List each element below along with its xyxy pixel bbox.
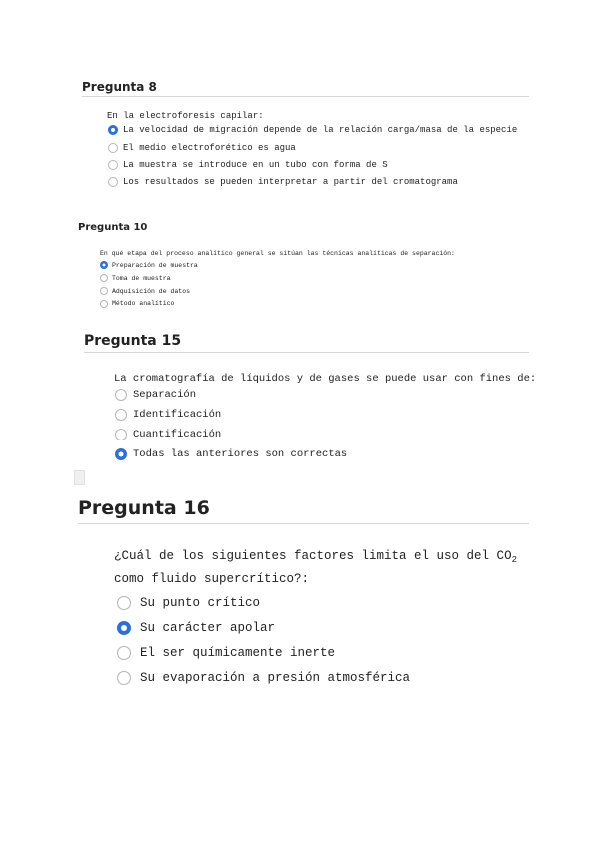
option-label: Todas las anteriores son correctas xyxy=(133,448,348,460)
question-15-text: La cromatografía de líquidos y de gases se puede usar con fines de: xyxy=(114,373,537,385)
radio-unselected-icon[interactable] xyxy=(115,409,127,421)
question-16-option-3[interactable] xyxy=(117,646,335,660)
option-label: El medio electroforético es agua xyxy=(123,143,296,153)
option-label: Su evaporación a presión atmosférica xyxy=(140,671,411,685)
scroll-handle[interactable] xyxy=(74,470,85,485)
radio-unselected-icon[interactable] xyxy=(108,143,118,153)
option-label: El ser químicamente inerte xyxy=(140,646,336,660)
option-label: Su punto crítico xyxy=(140,596,261,610)
question-15-option-3[interactable] xyxy=(115,429,221,440)
radio-selected-icon[interactable] xyxy=(100,261,108,269)
question-8-option-2[interactable] xyxy=(108,143,296,153)
question-16-text-line-2: como fluido supercrítico?: xyxy=(114,572,310,586)
question-8-title: Pregunta 8 xyxy=(82,80,157,94)
radio-unselected-icon[interactable] xyxy=(100,300,108,308)
option-label: Separación xyxy=(133,389,197,401)
option-label: Identificación xyxy=(133,409,222,421)
option-label: Toma de muestra xyxy=(112,274,171,282)
question-8-divider xyxy=(82,96,529,97)
question-8-option-3[interactable] xyxy=(108,160,388,170)
option-label: Método analítico xyxy=(112,300,175,307)
radio-unselected-icon[interactable] xyxy=(108,177,118,187)
question-16-option-1[interactable] xyxy=(117,596,260,610)
question-16-title: Pregunta 16 xyxy=(78,497,210,519)
question-10-option-1[interactable] xyxy=(100,261,198,269)
question-10-option-2[interactable] xyxy=(100,274,171,282)
question-16-divider xyxy=(78,523,529,524)
option-label: Preparación de muestra xyxy=(112,261,198,269)
question-10-option-3[interactable] xyxy=(100,287,190,295)
question-16-option-2[interactable] xyxy=(117,621,275,635)
radio-selected-icon[interactable] xyxy=(115,448,127,460)
question-15-title: Pregunta 15 xyxy=(84,333,182,349)
question-15-option-1[interactable] xyxy=(115,389,196,401)
question-16-text-line-1 xyxy=(114,549,517,566)
question-15-option-2[interactable] xyxy=(115,409,221,421)
question-10-title: Pregunta 10 xyxy=(78,222,148,233)
radio-selected-icon[interactable] xyxy=(108,125,118,135)
radio-unselected-icon[interactable] xyxy=(117,646,131,660)
question-10-text: En qué etapa del proceso analítico general se sitúan las técnicas analíticas de separación: xyxy=(100,250,455,257)
radio-unselected-icon[interactable] xyxy=(115,389,127,401)
question-16-text: ¿Cuál de los siguientes factores limita el uso del CO xyxy=(114,549,512,563)
option-label: La muestra se introduce en un tubo con forma de S xyxy=(123,160,388,170)
option-label: Su carácter apolar xyxy=(140,621,276,635)
question-8-option-1[interactable] xyxy=(108,125,517,135)
question-15-divider xyxy=(84,352,529,353)
question-8-option-4[interactable] xyxy=(108,177,458,187)
option-label: La velocidad de migración depende de la relación carga/masa de la especie xyxy=(123,125,518,135)
question-15-option-4[interactable] xyxy=(115,448,347,460)
radio-unselected-icon[interactable] xyxy=(115,429,127,440)
radio-unselected-icon[interactable] xyxy=(100,274,108,282)
radio-unselected-icon[interactable] xyxy=(117,671,131,685)
question-8-text: En la electroforesis capilar: xyxy=(107,111,264,121)
radio-unselected-icon[interactable] xyxy=(100,287,108,295)
radio-selected-icon[interactable] xyxy=(117,621,131,635)
question-10-option-4[interactable] xyxy=(100,300,174,309)
co2-subscript: 2 xyxy=(511,555,517,566)
radio-unselected-icon[interactable] xyxy=(117,596,131,610)
radio-unselected-icon[interactable] xyxy=(108,160,118,170)
option-label: Los resultados se pueden interpretar a partir del cromatograma xyxy=(123,177,458,187)
question-16-option-4[interactable] xyxy=(117,671,410,685)
option-label: Adquisición de datos xyxy=(112,287,191,295)
option-label: Cuantificación xyxy=(133,429,222,440)
